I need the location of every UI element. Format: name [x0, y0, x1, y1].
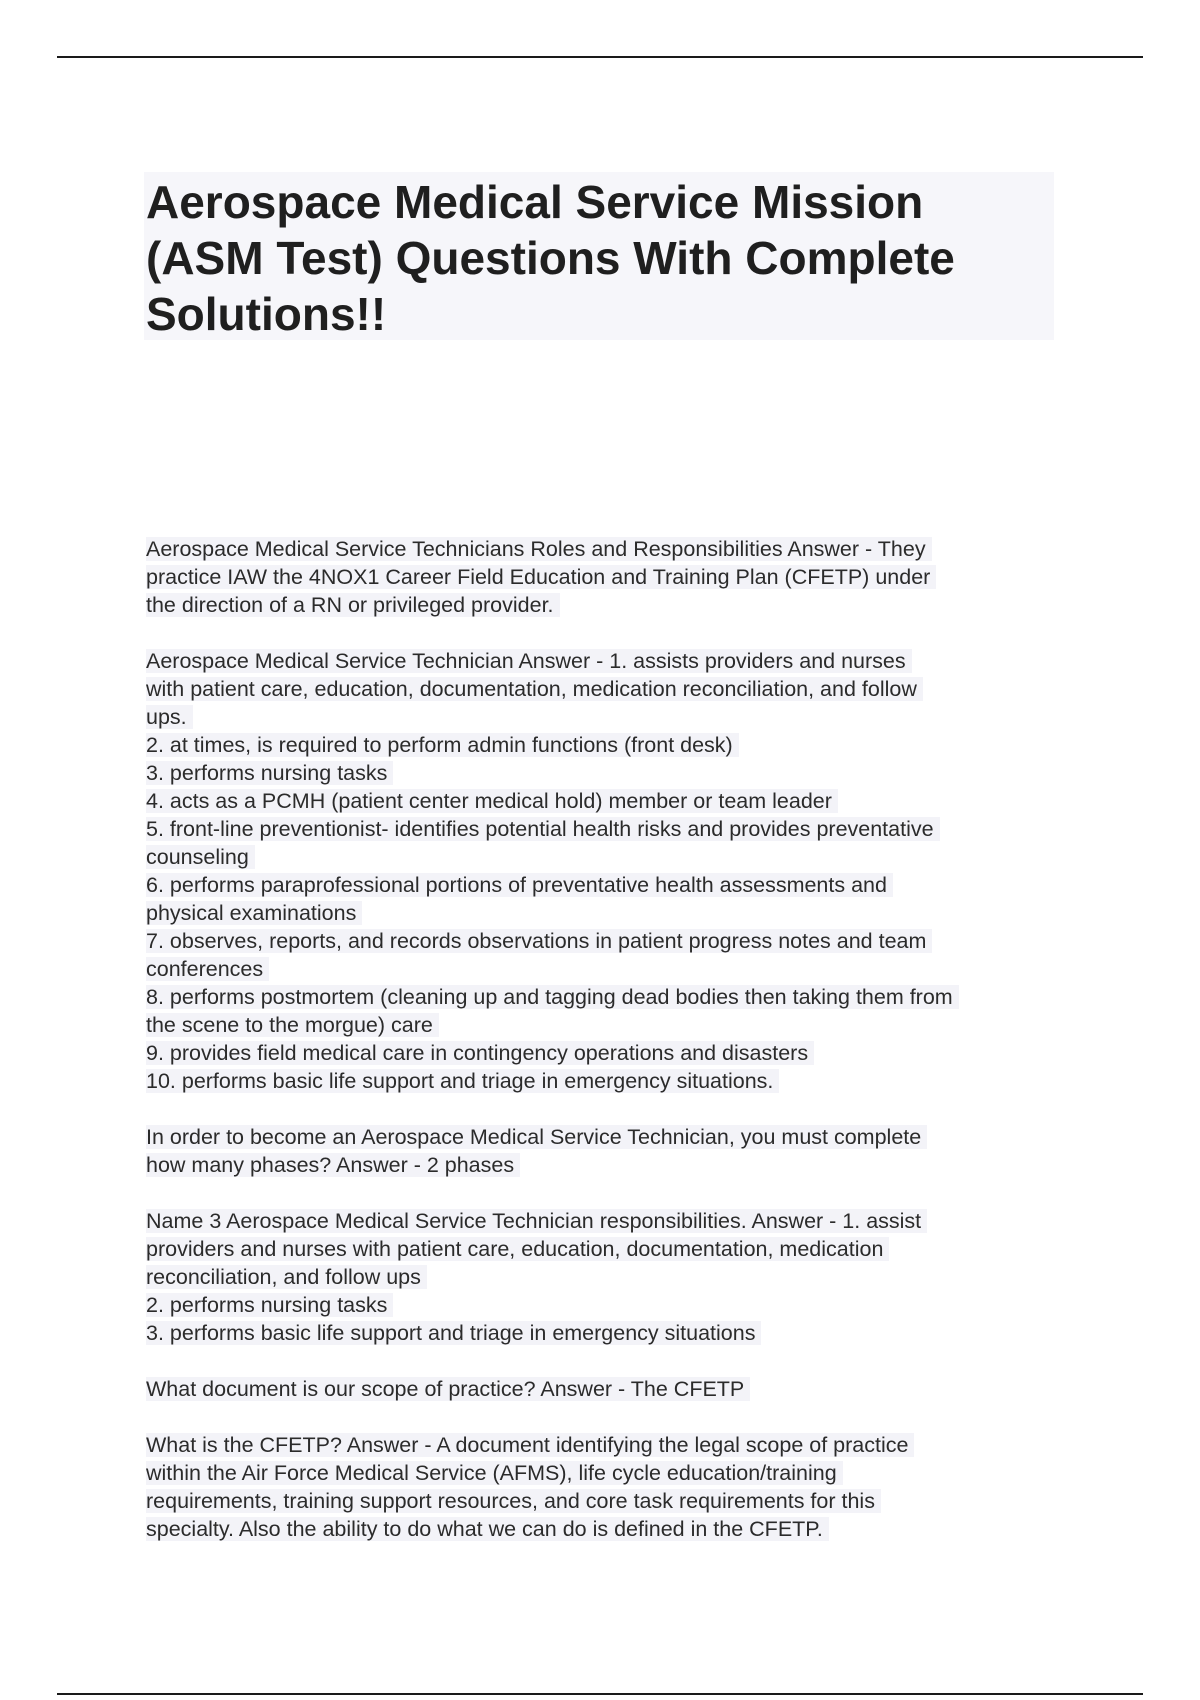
title-line: Aerospace Medical Service Mission	[146, 176, 924, 228]
qa-line: the direction of a RN or privileged provider.	[146, 593, 560, 617]
qa-line: the scene to the morgue) care	[146, 1013, 439, 1037]
qa-item	[146, 647, 1056, 1095]
title-line: Solutions!!	[146, 288, 387, 340]
qa-line: 3. performs nursing tasks	[146, 761, 393, 785]
qa-item	[146, 1207, 1056, 1347]
qa-line: Aerospace Medical Service Technicians Roles and Responsibilities Answer - They	[146, 537, 932, 561]
qa-line: ups.	[146, 705, 193, 729]
qa-line: with patient care, education, documentation, medication reconciliation, and follow	[146, 677, 923, 701]
qa-line: 7. observes, reports, and records observations in patient progress notes and team	[146, 929, 932, 953]
qa-line: What document is our scope of practice? Answer - The CFETP	[146, 1377, 750, 1401]
bottom-rule	[57, 1693, 1143, 1695]
qa-line: physical examinations	[146, 901, 362, 925]
qa-line: 9. provides field medical care in contingency operations and disasters	[146, 1041, 814, 1065]
qa-line: 10. performs basic life support and triage in emergency situations.	[146, 1069, 779, 1093]
qa-item	[146, 1375, 1056, 1403]
qa-line: providers and nurses with patient care, education, documentation, medication	[146, 1237, 889, 1261]
qa-line: Aerospace Medical Service Technician Answer - 1. assists providers and nurses	[146, 649, 912, 673]
qa-line: 2. performs nursing tasks	[146, 1293, 393, 1317]
qa-line: 4. acts as a PCMH (patient center medical hold) member or team leader	[146, 789, 838, 813]
qa-item	[146, 1431, 1056, 1543]
qa-line: conferences	[146, 957, 269, 981]
qa-line: 5. front-line preventionist- identifies potential health risks and provides preventative	[146, 817, 940, 841]
qa-line: reconciliation, and follow ups	[146, 1265, 427, 1289]
qa-line: In order to become an Aerospace Medical Service Technician, you must complete	[146, 1125, 927, 1149]
qa-line: within the Air Force Medical Service (AFMS), life cycle education/training	[146, 1461, 843, 1485]
qa-line: 2. at times, is required to perform admin functions (front desk)	[146, 733, 739, 757]
title-line: (ASM Test) Questions With Complete	[146, 232, 955, 284]
qa-line: specialty. Also the ability to do what we can do is defined in the CFETP.	[146, 1517, 829, 1541]
qa-line: 8. performs postmortem (cleaning up and tagging dead bodies then taking them from	[146, 985, 959, 1009]
top-rule	[57, 56, 1143, 58]
qa-line: What is the CFETP? Answer - A document identifying the legal scope of practice	[146, 1433, 914, 1457]
document-title	[146, 174, 1046, 342]
qa-item	[146, 1123, 1056, 1179]
qa-line: how many phases? Answer - 2 phases	[146, 1153, 520, 1177]
qa-line: 3. performs basic life support and triage in emergency situations	[146, 1321, 761, 1345]
qa-line: counseling	[146, 845, 255, 869]
qa-line: requirements, training support resources, and core task requirements for this	[146, 1489, 881, 1513]
qa-line: Name 3 Aerospace Medical Service Technician responsibilities. Answer - 1. assist	[146, 1209, 927, 1233]
qa-line: practice IAW the 4NOX1 Career Field Education and Training Plan (CFETP) under	[146, 565, 936, 589]
qa-list	[146, 535, 1056, 1571]
qa-item	[146, 535, 1056, 619]
qa-line: 6. performs paraprofessional portions of preventative health assessments and	[146, 873, 893, 897]
